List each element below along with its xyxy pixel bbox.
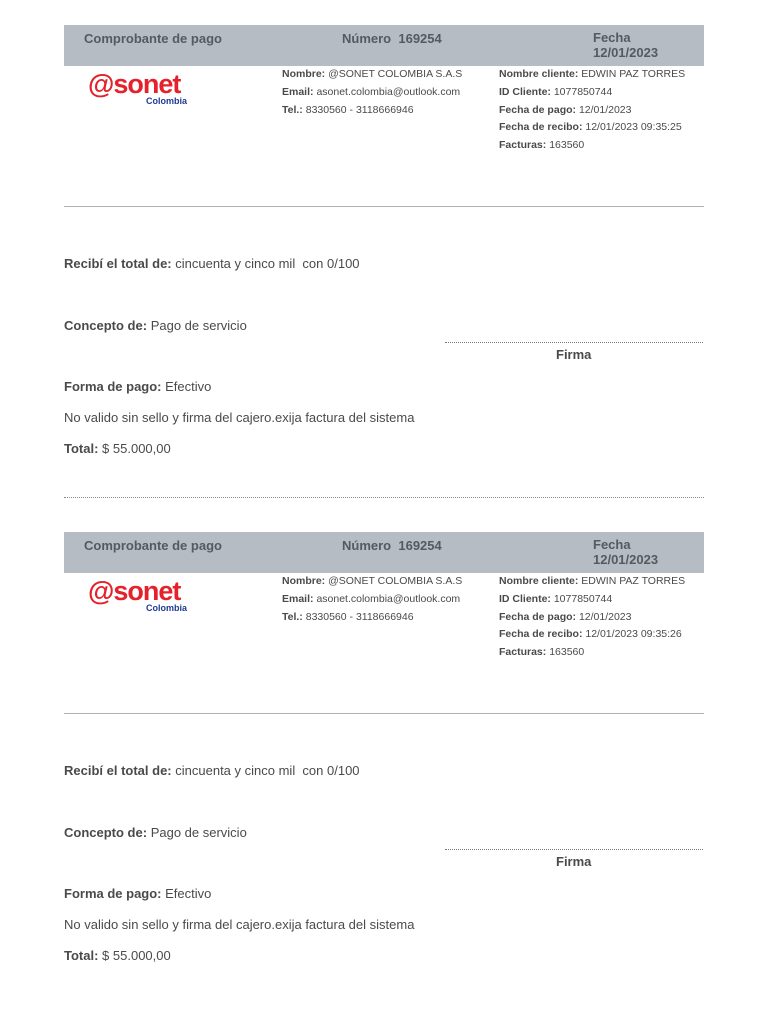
- payment-details: Recibí el total de: cincuenta y cinco mil con 0/100 Concepto de: Pago de servicio Forma de pago: Efectivo Total: $ 55.000,00: [64, 256, 360, 456]
- divider: [64, 206, 704, 207]
- concept: Pago de servicio: [150, 824, 247, 840]
- svg-text:Colombia: Colombia: [146, 603, 188, 613]
- receipt-title: Comprobante de pago: [84, 538, 222, 553]
- concept: Pago de servicio: [150, 317, 247, 333]
- receipt-datetime: 12/01/2023 09:35:25: [585, 121, 682, 134]
- company-email: asonet.colombia@outlook.com: [316, 592, 461, 605]
- amount-in-words: cincuenta y cinco mil con 0/100: [175, 763, 360, 778]
- receipt: [64, 532, 704, 1032]
- divider: [64, 713, 704, 714]
- receipt-date: Fecha 12/01/2023: [593, 537, 659, 567]
- client-name: EDWIN PAZ TORRES: [581, 575, 686, 587]
- total-amount: $ 55.000,00: [102, 947, 171, 963]
- payment-date: 12/01/2023: [578, 610, 632, 623]
- receipt-header: [64, 532, 704, 573]
- disclaimer-note: No valido sin sello y firma del cajero.exija factura del sistema: [64, 410, 415, 425]
- company-info: Nombre: @SONET COLOMBIA S.A.S Email: asonet.colombia@outlook.com Tel.: 8330560 - 3118666946: [282, 68, 463, 116]
- receipt-number: Número 169254: [342, 31, 442, 46]
- signature-label: Firma: [556, 854, 592, 869]
- cut-line: [64, 497, 704, 498]
- receipt-number: Número 169254: [342, 538, 442, 553]
- total-amount: $ 55.000,00: [102, 440, 171, 456]
- company-phone: 8330560 - 3118666946: [305, 610, 414, 623]
- receipt-datetime: 12/01/2023 09:35:26: [585, 628, 682, 641]
- amount-in-words: cincuenta y cinco mil con 0/100: [175, 256, 360, 271]
- company-name: @SONET COLOMBIA S.A.S: [328, 575, 463, 587]
- client-id: 1077850744: [553, 592, 613, 605]
- asonet-logo: [88, 70, 192, 106]
- svg-text:Colombia: Colombia: [146, 96, 188, 106]
- client-info: Nombre cliente: EDWIN PAZ TORRES ID Cliente: 1077850744 Fecha de pago: 12/01/2023 Fecha de recibo: 12/01/2023 09:35:25 Facturas: 163560: [499, 68, 686, 152]
- receipt-date: Fecha 12/01/2023: [593, 30, 659, 60]
- invoice-number: 163560: [549, 139, 585, 152]
- signature-label: Firma: [556, 347, 592, 362]
- asonet-logo: [88, 577, 192, 613]
- payment-method: Efectivo: [165, 379, 212, 394]
- svg-text:@sonet: @sonet: [88, 577, 181, 606]
- company-info: Nombre: @SONET COLOMBIA S.A.S Email: asonet.colombia@outlook.com Tel.: 8330560 - 3118666946: [282, 575, 463, 623]
- receipt: [64, 25, 704, 525]
- receipt-title: Comprobante de pago: [84, 31, 222, 46]
- payment-details: Recibí el total de: cincuenta y cinco mil con 0/100 Concepto de: Pago de servicio Forma de pago: Efectivo Total: $ 55.000,00: [64, 763, 360, 963]
- disclaimer-note: No valido sin sello y firma del cajero.exija factura del sistema: [64, 917, 415, 932]
- company-email: asonet.colombia@outlook.com: [316, 85, 461, 98]
- invoice-number: 163560: [549, 646, 585, 659]
- svg-text:@sonet: @sonet: [88, 70, 181, 99]
- payment-date: 12/01/2023: [578, 103, 632, 116]
- client-info: Nombre cliente: EDWIN PAZ TORRES ID Cliente: 1077850744 Fecha de pago: 12/01/2023 Fecha de recibo: 12/01/2023 09:35:26 Facturas: 163560: [499, 575, 686, 659]
- signature-line: [445, 849, 703, 850]
- client-name: EDWIN PAZ TORRES: [581, 68, 686, 80]
- company-phone: 8330560 - 3118666946: [305, 103, 414, 116]
- signature-line: [445, 342, 703, 343]
- client-id: 1077850744: [553, 85, 613, 98]
- receipt-header: [64, 25, 704, 66]
- company-name: @SONET COLOMBIA S.A.S: [328, 68, 463, 80]
- payment-method: Efectivo: [165, 886, 212, 901]
